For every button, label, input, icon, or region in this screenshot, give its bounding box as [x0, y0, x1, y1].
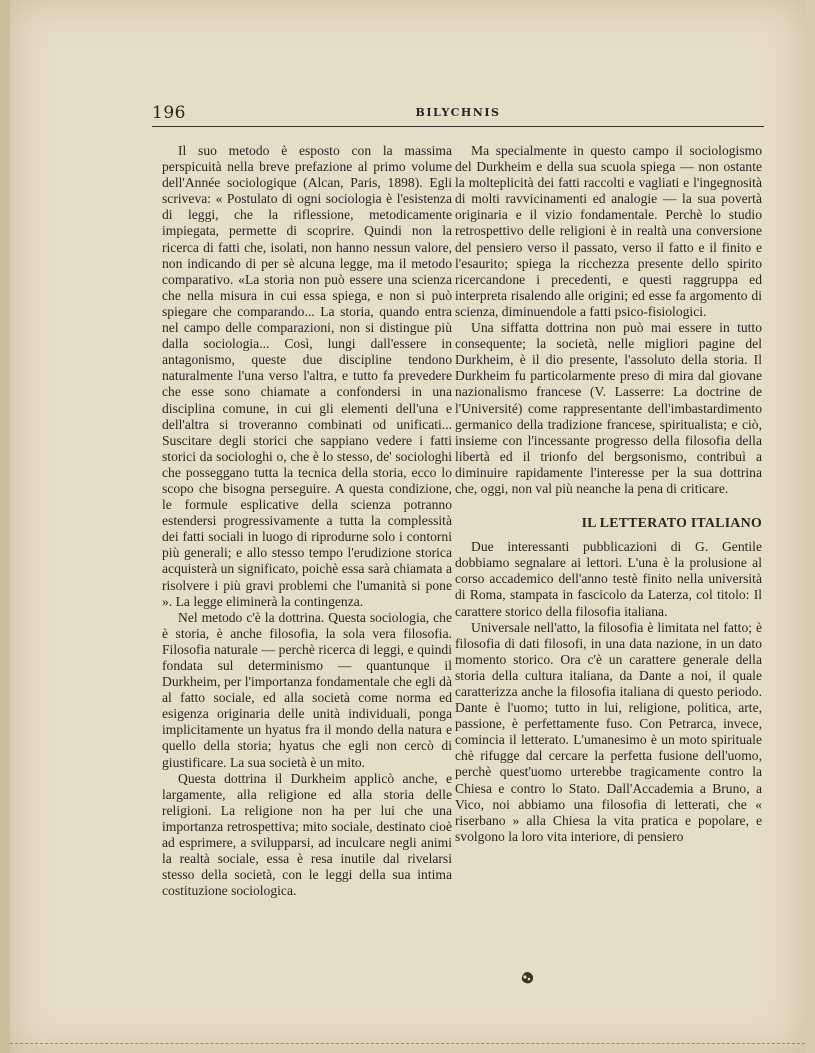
paragraph: Una siffatta dottrina non può mai essere in tutto consequente; la società, nelle migliori pagine del Durkheim, è il dio presente, l'assoluto della storia. Il Durkheim fu particolarmente preso di mira dal giovane nazionalismo francese (V. Lasserre: La doctrine de l'Université) come rappresentante dell'imbastardimento germanico della tradizione francese, spiritualista; e ciò, insieme con l'incessante progresso della filosofia della libertà ed il trionfo del bergsonismo, contribuì a diminuire rapidamente l'interesse per la sua dottrina che, oggi, non val più neanche la pena di criticare. — [455, 320, 762, 496]
left-column — [162, 143, 452, 899]
paragraph: Il suo metodo è esposto con la massima perspicuità nella breve prefazione al primo volume dell'Année sociologique (Alcan, Paris, 1898). Egli scriveva: « Postulato di ogni sociologia è l'esistenza di leggi, che la riflessione, metodicamente impiegata, permette di scoprire. Quindi non la ricerca di fatti che, isolati, non hanno nessun valore, non indicando di per sè alcuna legge, ma il metodo comparativo. «La storia non può essere una scienza che nella misura in cui essa spiega, e non si può spiegare che comparando... La storia, quando entra nel campo delle comparazioni, non si distingue più dalla sociologia... Così, lungi dall'essere in antagonismo, queste due discipline tendono naturalmente l'una verso l'altra, e tutto fa prevedere che esse sono chiamate a confondersi in una disciplina comune, in cui gli elementi dell'una e dell'altra si troveranno combinati od unificati... Suscitare degli storici che sappiano vedere i fatti storici da sociologhi o, che è lo stesso, de' sociologhi che posseggano tutta la tecnica della storia, ecco lo scopo che bisogna perseguire. A questa condizione, le formule esplicative della scienza potranno estendersi progressivamente a tutta la complessità dei fatti sociali in luogo di riprodurne solo i contorni più generali; e allo stesso tempo l'erudizione storica acquisterà un significato, poichè essa sarà chiamata a risolvere i più gravi problemi che l'umanità si pone ». La legge eliminerà la contingenza. — [162, 143, 452, 609]
paragraph: Questa dottrina il Durkheim applicò anche, e largamente, alla religione ed alla storia delle religioni. La religione non ha per lui che una importanza retrospettiva; mito sociale, destinato cioè ad esprimere, a svilupparsi, ad inculcare negli animi la realtà sociale, essa è resa inutile dal rivelarsi stesso della società, con le leggi della sua intima costituzione sociologica. — [162, 770, 452, 899]
paragraph: Due interessanti pubblicazioni di G. Gentile dobbiamo segnalare ai lettori. L'una è la prolusione al corso accademico dell'anno testè finito nella università di Roma, stampata in fascicolo da Laterza, col titolo: Il carattere storico della filosofia italiana. — [455, 539, 762, 619]
page-number: 196 — [152, 103, 186, 123]
paragraph: Universale nell'atto, la filosofia è limitata nel fatto; è filosofia di dati filosofi, in una data nazione, in un dato momento storico. Ora c'è un carattere generale della storia della cultura italiana, da Dante a noi, il quale caratterizza anche la filosofia italiana di questo periodo. Dante è l'uomo; tutto in lui, religione, politica, arte, passione, è perfettamente fuso. Con Petrarca, invece, comincia il letterato. L'umanesimo è un moto spirituale chè rifugge dal cercare la perfetta fusione dell'uomo, perchè quest'uomo urterebbe tragicamente contro la Chiesa e contro lo Stato. Dall'Accademia a Bruno, a Vico, noi abbiamo una filosofia di letterati, che « riserbano » alla Chiesa la vita pratica e popolare, e svolgono la loro vita interiore, di pensiero — [455, 619, 762, 844]
printer-ornament-icon — [519, 971, 535, 985]
page-bottom-edge — [10, 1043, 805, 1046]
paragraph: Nel metodo c'è la dottrina. Questa sociologia, che è storia, è anche filosofia, la sola vera filosofia. Filosofia naturale — perchè ricerca di leggi, e quindi fondata sul determinismo — quantunque il Durkheim, per l'importanza fondamentale che egli dà al fatto sociale, ed alla società come norma ed esigenza originaria delle unità individuali, ponga implicitamente un hyatus fra il mondo della natura e quello della storia; hyatus che egli non cercò di giustificare. La sua società è un mito. — [162, 609, 452, 770]
paragraph: Ma specialmente in questo campo il sociologismo del Durkheim e della sua scuola spiega — non ostante la molteplicità dei fatti raccolti e vagliati e l'ingegnosità di molti ravvicinamenti ed analogie — la sua povertà originaria e il vizio fondamentale. Perchè lo studio retrospettivo delle religioni è in realtà una conversione del pensiero verso il passato, verso il fatto e il finito e l'esaurito; spiega la ricchezza presente dello spirito ricercandone i precedenti, e questi raggruppa ed interpreta risalendo alle origini; ed esse fa argomento di scienza, diminuendole a fatti psico-fisiologici. — [455, 143, 762, 319]
running-head: BILYCHNIS — [415, 106, 501, 119]
section-title: IL LETTERATO ITALIANO — [581, 515, 762, 531]
page-header — [152, 100, 764, 127]
right-column — [455, 143, 762, 845]
